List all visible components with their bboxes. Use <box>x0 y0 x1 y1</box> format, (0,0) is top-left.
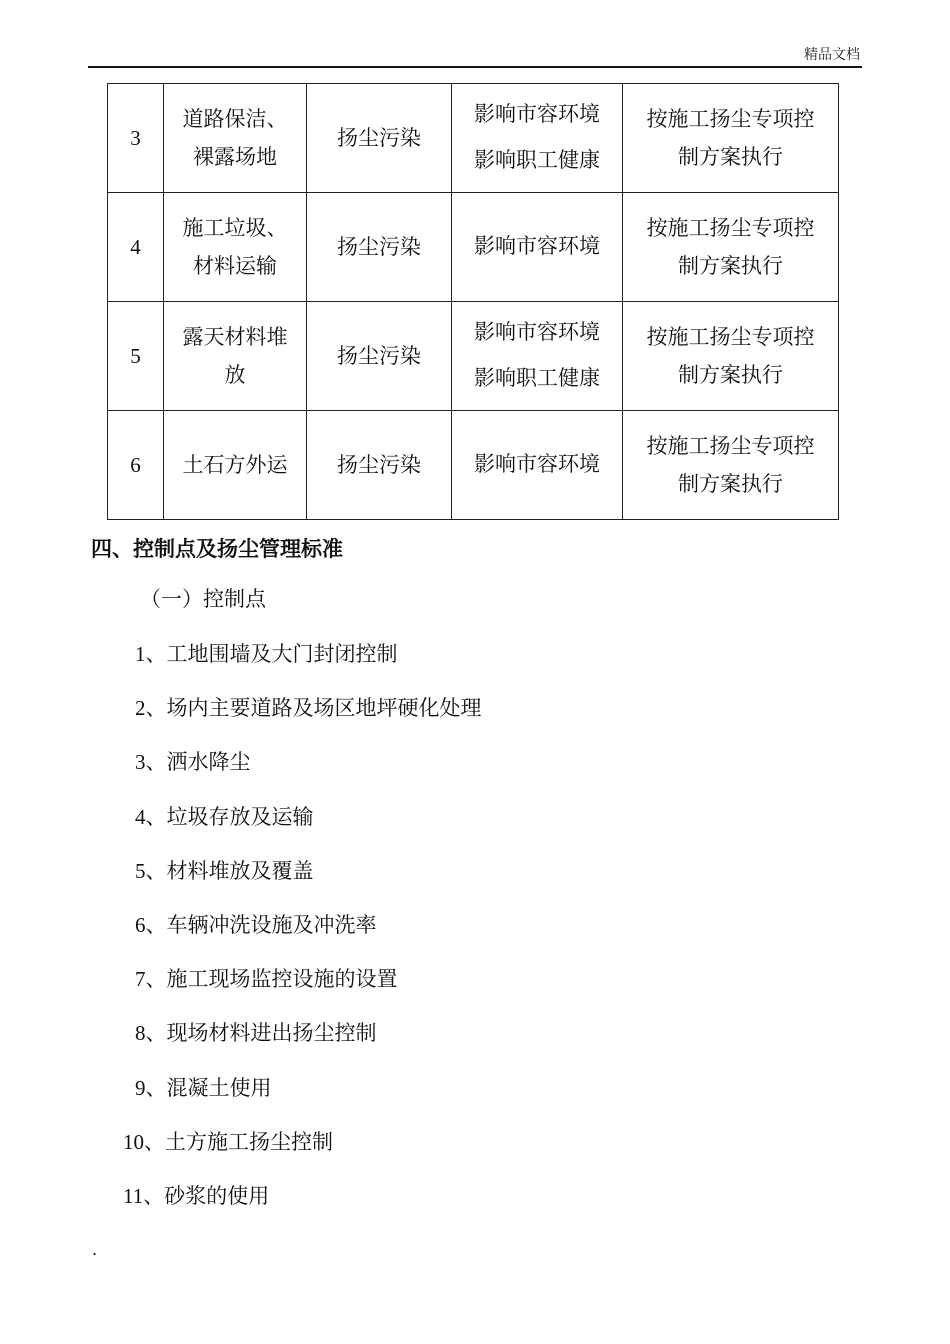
cell-control-line: 制方案执行 <box>678 472 783 496</box>
list-item-text: 、土方施工扬尘控制 <box>144 1129 333 1154</box>
cell-type: 扬尘污染 <box>307 193 452 302</box>
cell-source-line: 裸露场地 <box>193 145 277 169</box>
cell-effect-line: 影响职工健康 <box>474 366 600 390</box>
list-item-text: 、垃圾存放及运输 <box>145 804 314 829</box>
cell-control-line: 按施工扬尘专项控 <box>646 434 815 458</box>
list-item <box>135 801 314 831</box>
cell-effect-line: 影响职工健康 <box>474 148 600 172</box>
list-item-text: 、洒水降尘 <box>145 750 251 775</box>
list-item <box>135 746 251 776</box>
list-item-number: 9 <box>135 1075 146 1100</box>
cell-control-line: 按施工扬尘专项控 <box>646 325 815 349</box>
cell-control <box>623 302 839 411</box>
list-item-number: 5 <box>135 858 146 883</box>
footer-mark: . <box>92 1240 98 1259</box>
list-item-number: 10 <box>123 1129 144 1154</box>
cell-source-line: 施工垃圾、 <box>182 216 288 240</box>
list-item <box>135 692 482 722</box>
cell-number: 6 <box>108 411 164 520</box>
list-item-text: 、砂浆的使用 <box>143 1184 270 1208</box>
list-item-text: 、车辆冲洗设施及冲洗率 <box>145 913 377 937</box>
cell-effect-line: 影响市容环境 <box>474 320 600 344</box>
cell-source <box>164 302 307 411</box>
list-item <box>123 1180 269 1210</box>
cell-source-line: 露天材料堆 <box>182 325 288 349</box>
cell-effect <box>452 302 623 411</box>
list-item-text: 、工地围墙及大门封闭控制 <box>145 642 398 666</box>
list-item-number: 8 <box>135 1021 146 1046</box>
cell-effect <box>452 193 623 302</box>
cell-control-line: 按施工扬尘专项控 <box>646 107 815 131</box>
cell-source-line: 材料运输 <box>193 254 277 278</box>
cell-number: 4 <box>108 193 164 302</box>
cell-effect-line: 影响市容环境 <box>474 452 600 476</box>
list-item <box>135 855 314 885</box>
header-rule <box>88 66 862 68</box>
cell-control <box>623 84 839 193</box>
cell-effect-line: 影响市容环境 <box>474 234 600 258</box>
list-item-number: 6 <box>135 913 146 937</box>
cell-control-line: 按施工扬尘专项控 <box>646 216 815 240</box>
cell-number: 3 <box>108 84 164 193</box>
cell-control-line: 制方案执行 <box>678 145 783 169</box>
cell-type: 扬尘污染 <box>307 302 452 411</box>
cell-source-line: 放 <box>224 363 246 387</box>
cell-effect <box>452 411 623 520</box>
cell-control-line: 制方案执行 <box>678 363 783 387</box>
list-item <box>135 1072 272 1102</box>
list-item-text: 、场内主要道路及场区地坪硬化处理 <box>145 696 482 721</box>
list-item-number: 1 <box>135 642 146 666</box>
list-item <box>135 1017 377 1047</box>
table-row <box>108 193 839 302</box>
list-item-text: 、材料堆放及覆盖 <box>145 858 314 883</box>
list-item-number: 3 <box>135 750 146 775</box>
table-row <box>108 411 839 520</box>
cell-type: 扬尘污染 <box>307 84 452 193</box>
risk-table <box>107 83 839 520</box>
cell-source-line: 道路保洁、 <box>182 107 288 131</box>
subsection-title: （一）控制点 <box>140 587 266 611</box>
cell-control <box>623 193 839 302</box>
cell-source <box>164 84 307 193</box>
list-item <box>123 1126 333 1156</box>
list-item-number: 7 <box>135 967 146 992</box>
cell-effect <box>452 84 623 193</box>
cell-type: 扬尘污染 <box>307 411 452 520</box>
table-row <box>108 302 839 411</box>
list-item-text: 、施工现场监控设施的设置 <box>145 967 398 992</box>
list-item <box>135 638 398 668</box>
cell-number: 5 <box>108 302 164 411</box>
cell-control <box>623 411 839 520</box>
list-item-text: 、现场材料进出扬尘控制 <box>145 1021 377 1046</box>
list-item-text: 、混凝土使用 <box>145 1075 272 1100</box>
section-title: 四、控制点及扬尘管理标准 <box>91 537 343 561</box>
cell-effect-line: 影响市容环境 <box>474 102 600 126</box>
list-item-number: 2 <box>135 696 146 721</box>
header-label: 精品文档 <box>804 47 860 63</box>
list-item <box>135 963 398 993</box>
list-item <box>135 909 377 939</box>
table-row <box>108 84 839 193</box>
list-item-number: 4 <box>135 804 146 829</box>
cell-source <box>164 411 307 520</box>
list-item-number: 11 <box>123 1184 144 1208</box>
cell-control-line: 制方案执行 <box>678 254 783 278</box>
cell-source-line: 土石方外运 <box>182 453 288 477</box>
cell-source <box>164 193 307 302</box>
